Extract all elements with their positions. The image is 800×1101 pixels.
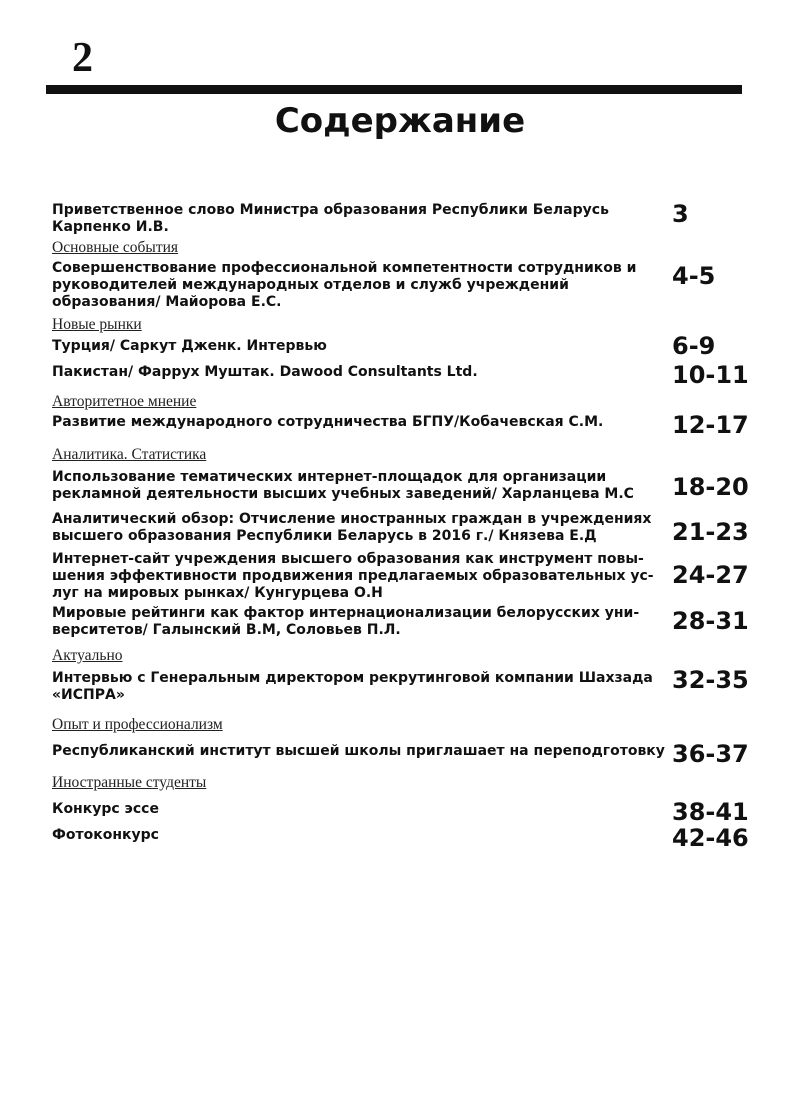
page-range: 6-9 [672, 332, 716, 360]
toc-entry[interactable] [52, 202, 632, 236]
section-heading: Основные события [52, 239, 179, 256]
section-heading: Актуально [52, 647, 123, 664]
entry-line: верситетов/ Галынский В.М, Соловьев П.Л. [52, 622, 401, 638]
entry-line: Мировые рейтинги как фактор интернационализации белорусских уни- [52, 605, 640, 621]
entry-line: Приветственное слово Министра образования Республики Беларусь [52, 202, 609, 218]
entry-line: Турция/ Саркут Дженк. Интервью [52, 338, 327, 354]
page-number: 2 [72, 35, 93, 81]
entry-line: Конкурс эссе [52, 801, 159, 817]
page-range: 32-35 [672, 666, 749, 694]
toc-entry[interactable] [52, 743, 665, 760]
toc-entry[interactable] [52, 511, 652, 545]
entry-line: образования/ Майорова Е.С. [52, 294, 282, 310]
entry-line: Фотоконкурс [52, 827, 159, 843]
page-range: 18-20 [672, 473, 749, 501]
toc-entry[interactable] [52, 551, 654, 602]
entry-line: Интернет-сайт учреждения высшего образования как инструмент повы- [52, 551, 644, 567]
page-range: 36-37 [672, 740, 749, 768]
entry-line: луг на мировых рынках/ Кунгурцева О.Н [52, 585, 383, 601]
page-range: 28-31 [672, 607, 749, 635]
entry-line: Аналитический обзор: Отчисление иностранных граждан в учреждениях [52, 511, 652, 527]
section-heading: Новые рынки [52, 316, 142, 333]
entry-line: Республиканский институт высшей школы приглашает на переподготовку [52, 743, 665, 759]
entry-line: рекламной деятельности высших учебных заведений/ Харланцева М.С [52, 486, 634, 502]
header-rule [46, 85, 742, 94]
toc-entry[interactable] [52, 605, 640, 639]
section-heading: Опыт и профессионализм [52, 716, 223, 733]
entry-line: руководителей международных отделов и служб учреждений [52, 277, 569, 293]
section-heading: Иностранные студенты [52, 774, 207, 791]
toc-entry[interactable] [52, 414, 632, 431]
page-range: 12-17 [672, 411, 749, 439]
page-range: 4-5 [672, 262, 716, 290]
page-range: 42-46 [672, 824, 749, 852]
toc-entry[interactable] [52, 827, 632, 844]
entry-line: Карпенко И.В. [52, 219, 169, 235]
page-range: 24-27 [672, 561, 749, 589]
page-range: 10-11 [672, 361, 749, 389]
entry-line: Пакистан/ Фаррух Муштак. Dawood Consultants Ltd. [52, 364, 478, 380]
toc-entry[interactable] [52, 801, 632, 818]
entry-line: «ИСПРА» [52, 687, 125, 703]
entry-line: шения эффективности продвижения предлагаемых образовательных ус- [52, 568, 654, 584]
page-title: Содержание [274, 101, 526, 141]
entry-line: высшего образования Республики Беларусь в 2016 г./ Князева Е.Д [52, 528, 597, 544]
section-heading: Авторитетное мнение [52, 393, 197, 410]
toc-entry[interactable] [52, 469, 632, 503]
entry-line: Использование тематических интернет-площадок для организации [52, 469, 607, 485]
toc-entry[interactable] [52, 670, 653, 704]
page-range: 38-41 [672, 798, 749, 826]
toc-entry[interactable] [52, 364, 632, 381]
toc-entry[interactable] [52, 260, 637, 311]
entry-line: Развитие международного сотрудничества БГПУ/Кобачевская С.М. [52, 414, 604, 430]
page-range: 21-23 [672, 518, 749, 546]
entry-line: Интервью с Генеральным директором рекрутинговой компании Шахзада [52, 670, 653, 686]
entry-line: Совершенствование профессиональной компетентности сотрудников и [52, 260, 637, 276]
toc-entry[interactable] [52, 338, 632, 355]
section-heading: Аналитика. Статистика [52, 446, 207, 463]
page-range: 3 [672, 200, 689, 228]
